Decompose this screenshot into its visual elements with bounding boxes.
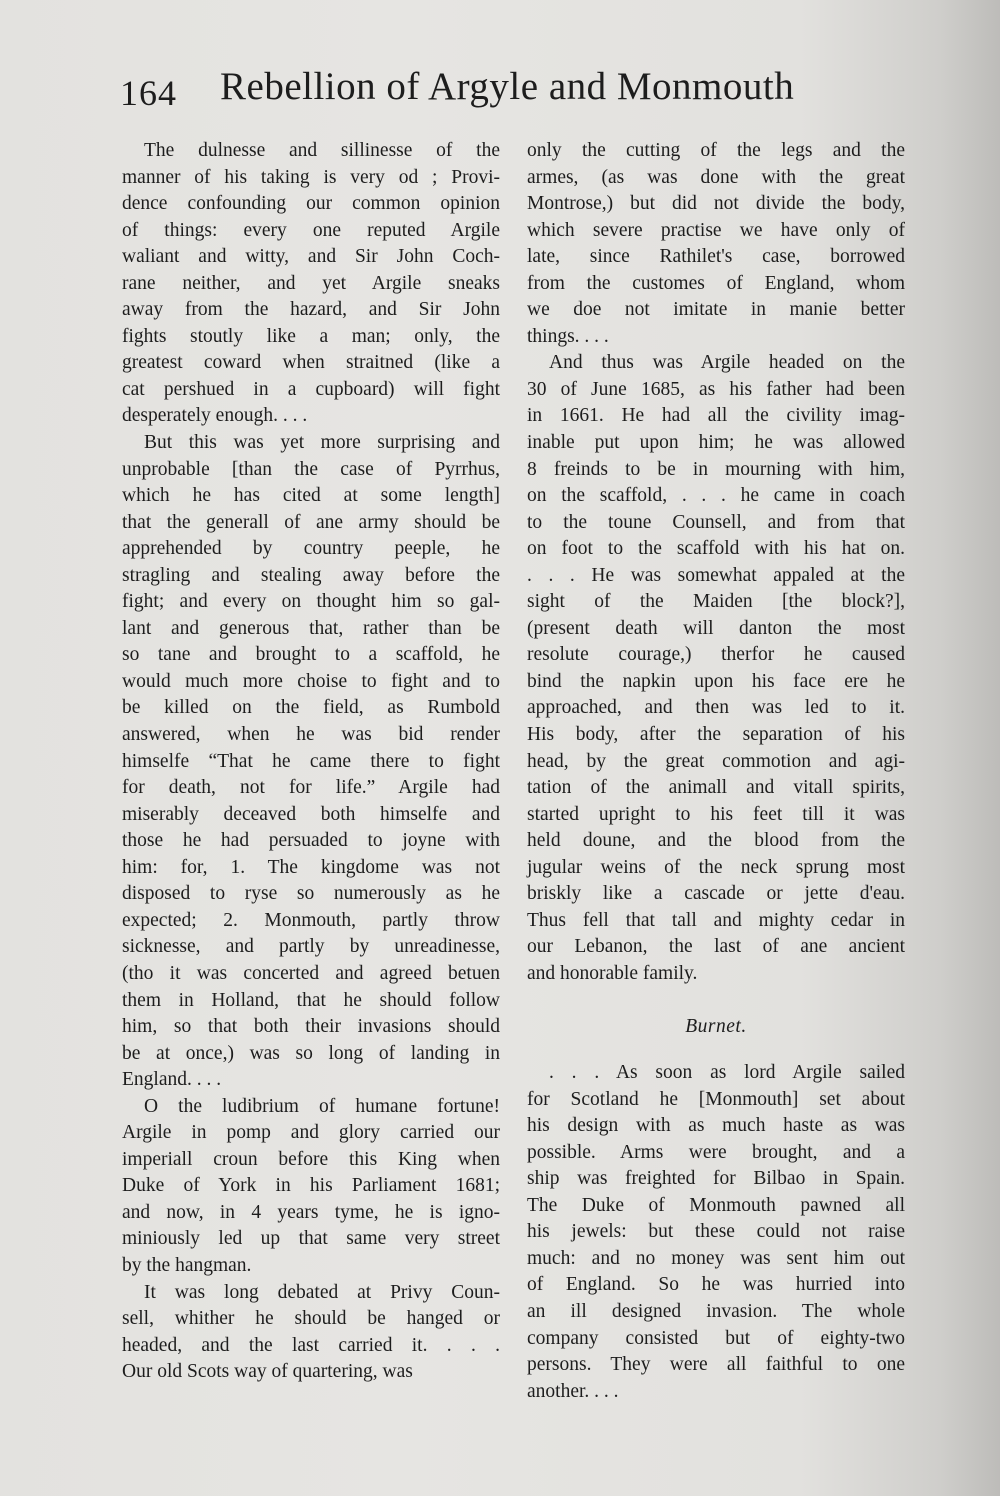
text-line: bind the napkin upon his face ere he — [527, 670, 905, 692]
text-line: which he has cited at some length] — [122, 485, 500, 507]
text-line: rane neither, and yet Argile sneaks — [122, 272, 500, 294]
text-line: cat pershued in a cupboard) will fight — [122, 378, 500, 400]
text-line: an ill designed invasion. The whole — [527, 1300, 905, 1322]
text-line: . . . He was somewhat appaled at the — [527, 564, 905, 586]
text-line: It was long debated at Privy Coun- — [144, 1281, 500, 1303]
text-line: be killed on the field, as Rumbold — [122, 697, 500, 719]
section-heading-burnet: Burnet. — [685, 1015, 747, 1037]
text-line: resolute courage,) therfor he caused — [527, 644, 905, 666]
text-line: which severe practise we have only of — [527, 219, 905, 241]
text-line: on the scaffold, . . . he came in coach — [527, 485, 905, 507]
text-line: (present death will danton the most — [527, 617, 905, 639]
text-line: The dulnesse and sillinesse of the — [144, 140, 500, 161]
text-line: that the generall of ane army should be — [122, 511, 500, 533]
left-column — [122, 138, 500, 1386]
paragraph — [527, 1060, 905, 1405]
text-line: And thus was Argile headed on the — [549, 352, 905, 374]
text-line: away from the hazard, and Sir John — [122, 299, 500, 321]
text-line: and now, in 4 years tyme, he is igno- — [122, 1201, 500, 1223]
paragraph — [122, 1280, 500, 1386]
text-line: them in Holland, that he should follow — [122, 989, 500, 1011]
text-line: His body, after the separation of his — [527, 724, 905, 746]
text-line: armes, (as was done with the great — [527, 166, 905, 188]
text-line: But this was yet more surprising and — [144, 432, 500, 454]
text-line: for Scotland he [Monmouth] set about — [527, 1088, 905, 1110]
text-line: him: for, 1. The kingdome was not — [122, 856, 500, 878]
text-line: late, since Rathilet's case, borrowed — [527, 246, 905, 268]
text-line: persons. They were all faithful to one — [527, 1354, 905, 1376]
text-line: sicknesse, and partly by unreadinesse, — [122, 936, 500, 958]
text-line: held doune, and the blood from the — [527, 830, 905, 852]
text-line: in 1661. He had all the civility imag- — [527, 405, 905, 427]
text-line: briskly like a cascade or jette d'eau. — [527, 883, 905, 905]
text-line: by the hangman. — [122, 1254, 252, 1276]
text-line: miniously led up that same very street — [122, 1228, 500, 1250]
text-line: of England. So he was hurried into — [527, 1274, 905, 1296]
text-line: desperately enough. . . . — [122, 405, 308, 427]
paragraph — [527, 350, 905, 987]
text-line: fights stoutly like a man; only, the — [122, 325, 500, 347]
text-line: himselfe “That he came there to fight — [122, 750, 500, 772]
text-line: Montrose,) but did not divide the body, — [527, 193, 905, 215]
text-line: tation of the animall and vitall spirits, — [527, 777, 905, 799]
burnet-excerpt — [527, 1060, 905, 1405]
paragraph — [122, 430, 500, 1094]
text-line: The Duke of Monmouth pawned all — [527, 1194, 905, 1216]
text-line: apprehended by country peeple, he — [122, 538, 500, 560]
text-line: Thus fell that tall and mighty cedar in — [527, 909, 905, 931]
text-line: our Lebanon, the last of ane ancient — [527, 936, 905, 958]
text-line: miserably deceaved both himselfe and — [122, 803, 500, 825]
text-line: for death, not for life.” Argile had — [122, 777, 500, 799]
text-line: and honorable family. — [527, 962, 698, 984]
text-line: Argile in pomp and glory carried our — [122, 1122, 500, 1144]
text-line: lant and generous that, rather than be — [122, 617, 500, 639]
right-column — [527, 138, 905, 1405]
running-title: Rebellion of Argyle and Monmouth — [220, 65, 795, 108]
text-line: unprobable [than the case of Pyrrhus, — [122, 458, 500, 480]
text-line: (tho it was concerted and agreed betuen — [122, 962, 500, 984]
text-line: 30 of June 1685, as his father had been — [527, 378, 905, 400]
text-line: inable put upon him; he was allowed — [527, 432, 905, 454]
text-line: be at once,) was so long of landing in — [122, 1042, 500, 1064]
paragraph — [122, 1094, 500, 1280]
text-line: 8 freinds to be in mourning with him, — [527, 458, 905, 480]
text-line: would much more choise to fight and to — [122, 670, 500, 692]
text-line: much: and no money was sent him out — [527, 1247, 905, 1269]
text-line: only the cutting of the legs and the — [527, 140, 905, 161]
text-line: things. . . . — [527, 325, 609, 347]
text-line: another. . . . — [527, 1380, 619, 1402]
text-line: jugular weins of the neck sprung most — [527, 856, 905, 878]
page-number: 164 — [120, 73, 177, 113]
text-line: company consisted but of eighty-two — [527, 1327, 905, 1349]
text-line: possible. Arms were brought, and a — [527, 1141, 905, 1163]
text-line: disposed to ryse so numerously as he — [122, 883, 500, 905]
text-line: him, so that both their invasions should — [122, 1016, 500, 1038]
text-line: we doe not imitate in manie better — [527, 299, 905, 321]
text-line: sight of the Maiden [the block?], — [527, 591, 905, 613]
text-line: those he had persuaded to joyne with — [122, 830, 500, 852]
text-line: of things: every one reputed Argile — [122, 219, 500, 241]
page-header — [120, 64, 820, 120]
text-line: England. . . . — [122, 1069, 222, 1091]
text-line: headed, and the last carried it. . . . — [122, 1334, 500, 1356]
paragraph — [527, 138, 905, 350]
text-line: head, by the great commotion and agi- — [527, 750, 905, 772]
text-line: from the customes of England, whom — [527, 272, 905, 294]
text-line: ship was freighted for Bilbao in Spain. — [527, 1168, 905, 1190]
text-line: so tane and brought to a scaffold, he — [122, 644, 500, 666]
text-line: his design with as much haste as was — [527, 1115, 905, 1137]
text-line: his jewels: but these could not raise — [527, 1221, 905, 1243]
text-line: answered, when he was bid render — [122, 724, 500, 746]
paragraph — [122, 138, 500, 430]
text-line: dence confounding our common opinion — [122, 193, 500, 215]
text-line: fight; and every on thought him so gal- — [122, 591, 500, 613]
text-line: stragling and stealing away before the — [122, 564, 500, 586]
text-line: . . . As soon as lord Argile sailed — [549, 1062, 905, 1084]
text-line: imperiall croun before this King when — [122, 1148, 500, 1170]
text-line: Our old Scots way of quartering, was — [122, 1361, 413, 1383]
text-line: greatest coward when straitned (like a — [122, 352, 500, 374]
right-column-text — [527, 138, 905, 988]
text-line: sell, whither he should be hanged or — [122, 1308, 500, 1330]
text-line: expected; 2. Monmouth, partly throw — [122, 909, 500, 931]
text-line: waliant and witty, and Sir John Coch- — [122, 246, 500, 268]
text-line: approached, and then was led to it. — [527, 697, 905, 719]
text-line: to the toune Counsell, and from that — [527, 511, 905, 533]
text-line: manner of his taking is very od ; Provi- — [122, 166, 500, 188]
text-line: started upright to his feet till it was — [527, 803, 905, 825]
text-line: on foot to the scaffold with his hat on. — [527, 538, 905, 560]
text-line: Duke of York in his Parliament 1681; — [122, 1175, 500, 1197]
text-line: O the ludibrium of humane fortune! — [144, 1095, 500, 1117]
